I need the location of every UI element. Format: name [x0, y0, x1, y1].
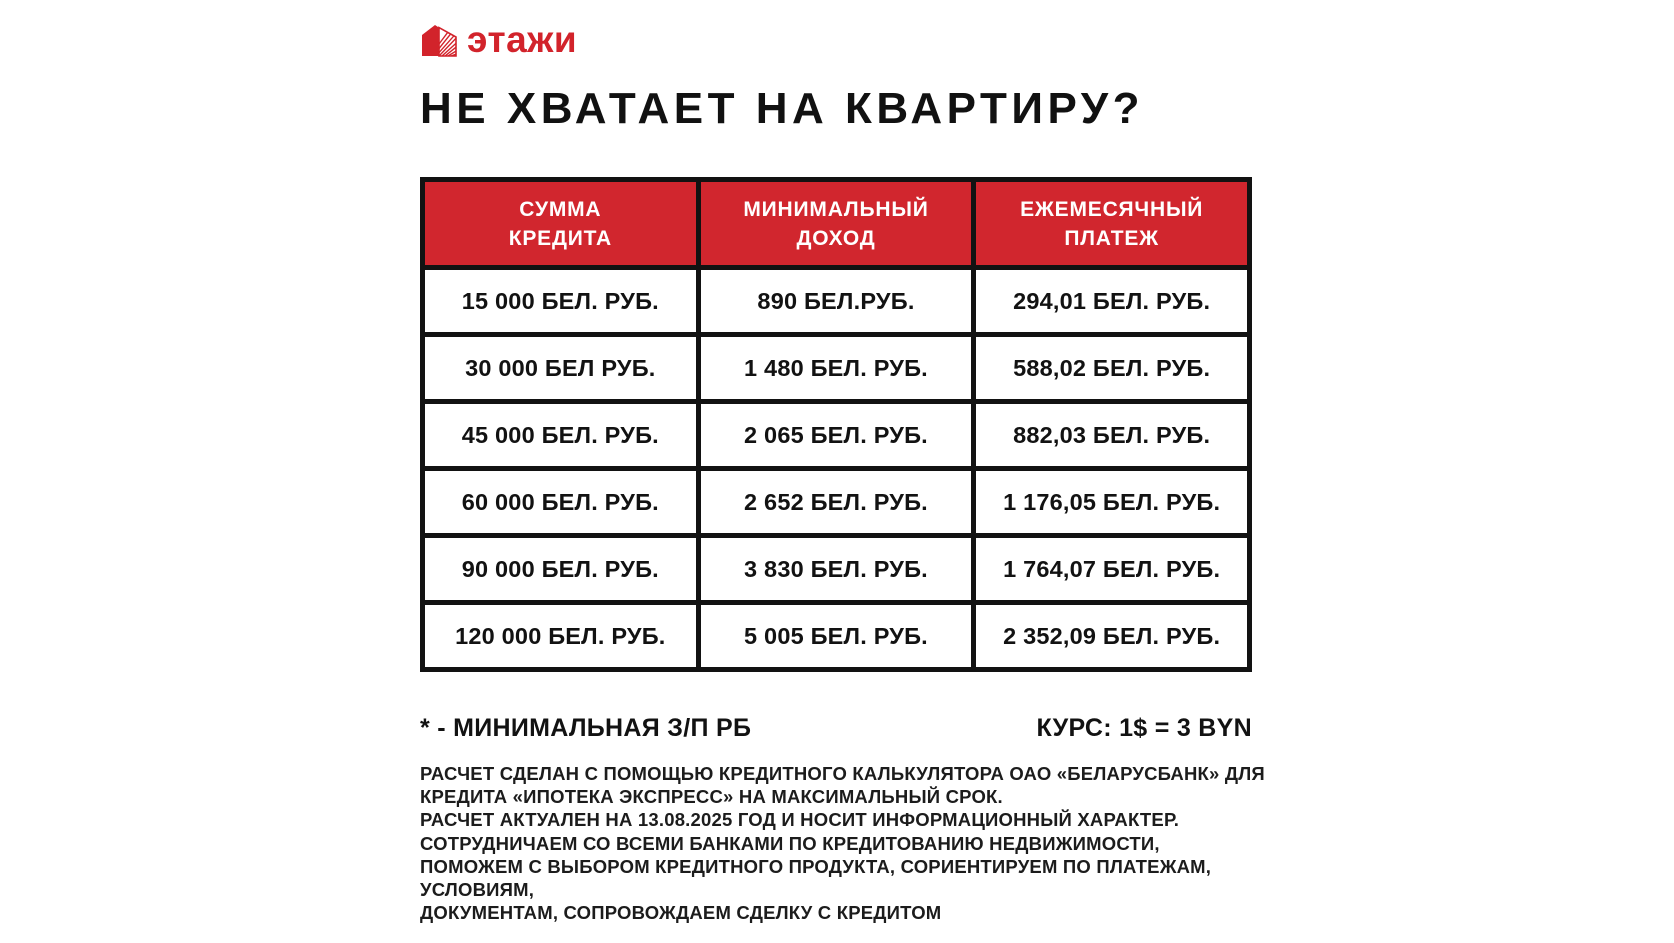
disclaimer-text — [420, 762, 1265, 924]
cell-min-income: 3 830 БЕЛ. РУБ. — [698, 536, 974, 603]
cell-monthly-payment: 1 764,07 БЕЛ. РУБ. — [974, 536, 1250, 603]
table-row — [423, 402, 1250, 469]
table-row — [423, 469, 1250, 536]
etazhi-logo — [420, 19, 578, 60]
table-row — [423, 603, 1250, 670]
cell-min-income: 890 БЕЛ.РУБ. — [698, 268, 974, 335]
cell-min-income: 1 480 БЕЛ. РУБ. — [698, 335, 974, 402]
credit-table-body — [423, 268, 1250, 670]
table-row — [423, 335, 1250, 402]
cell-credit-sum: 30 000 БЕЛ РУБ. — [423, 335, 699, 402]
cell-monthly-payment: 294,01 БЕЛ. РУБ. — [974, 268, 1250, 335]
cell-min-income: 2 065 БЕЛ. РУБ. — [698, 402, 974, 469]
disclaimer-line: УСЛОВИЯМ, — [420, 879, 535, 901]
disclaimer-line: РАСЧЕТ АКТУАЛЕН НА 13.08.2025 ГОД И НОСИТ ИНФОРМАЦИОННЫЙ ХАРАКТЕР. — [420, 809, 1180, 831]
cell-monthly-payment: 882,03 БЕЛ. РУБ. — [974, 402, 1250, 469]
header-line: ДОХОД — [796, 226, 876, 250]
credit-table — [420, 177, 1252, 672]
column-header-monthly-payment — [974, 180, 1250, 268]
disclaimer-line: ДОКУМЕНТАМ, СОПРОВОЖДАЕМ СДЕЛКУ С КРЕДИТОМ — [420, 902, 942, 924]
cell-credit-sum: 120 000 БЕЛ. РУБ. — [423, 603, 699, 670]
cell-credit-sum: 60 000 БЕЛ. РУБ. — [423, 469, 699, 536]
cell-min-income: 2 652 БЕЛ. РУБ. — [698, 469, 974, 536]
header-line: МИНИМАЛЬНЫЙ — [743, 197, 929, 221]
header-line: КРЕДИТА — [508, 226, 612, 250]
cell-min-income: 5 005 БЕЛ. РУБ. — [698, 603, 974, 670]
header-row — [423, 180, 1250, 268]
column-header-min-income — [698, 180, 974, 268]
header-line: ЕЖЕМЕСЯЧНЫЙ — [1020, 197, 1204, 221]
disclaimer-line: ПОМОЖЕМ С ВЫБОРОМ КРЕДИТНОГО ПРОДУКТА, СОРИЕНТИРУЕМ ПО ПЛАТЕЖАМ, — [420, 855, 1212, 877]
disclaimer-line: СОТРУДНИЧАЕМ СО ВСЕМИ БАНКАМИ ПО КРЕДИТОВАНИЮ НЕДВИЖИМОСТИ, — [420, 832, 1160, 854]
cell-credit-sum: 45 000 БЕЛ. РУБ. — [423, 402, 699, 469]
cell-monthly-payment: 1 176,05 БЕЛ. РУБ. — [974, 469, 1250, 536]
table-row — [423, 268, 1250, 335]
header-line: ПЛАТЕЖ — [1064, 226, 1159, 250]
page-title: НЕ ХВАТАЕТ НА КВАРТИРУ? — [420, 84, 1144, 133]
cell-credit-sum: 90 000 БЕЛ. РУБ. — [423, 536, 699, 603]
header-line: СУММА — [519, 197, 602, 221]
cell-monthly-payment: 2 352,09 БЕЛ. РУБ. — [974, 603, 1250, 670]
table-row — [423, 536, 1250, 603]
house-fan-icon — [420, 22, 458, 58]
exchange-rate-note: КУРС: 1$ = 3 BYN — [1036, 714, 1252, 742]
min-salary-footnote: * - МИНИМАЛЬНАЯ З/П РБ — [420, 714, 752, 742]
column-header-credit-sum — [423, 180, 699, 268]
credit-table-header — [423, 180, 1250, 268]
disclaimer-line: КРЕДИТА «ИПОТЕКА ЭКСПРЕСС» НА МАКСИМАЛЬНЫЙ СРОК. — [420, 786, 1003, 808]
footnote-row — [420, 714, 1252, 743]
disclaimer-line: РАСЧЕТ СДЕЛАН С ПОМОЩЬЮ КРЕДИТНОГО КАЛЬКУЛЯТОРА ОАО «БЕЛАРУСБАНК» ДЛЯ — [420, 763, 1265, 784]
logo-wordmark: этажи — [467, 19, 578, 60]
cell-credit-sum: 15 000 БЕЛ. РУБ. — [423, 268, 699, 335]
cell-monthly-payment: 588,02 БЕЛ. РУБ. — [974, 335, 1250, 402]
